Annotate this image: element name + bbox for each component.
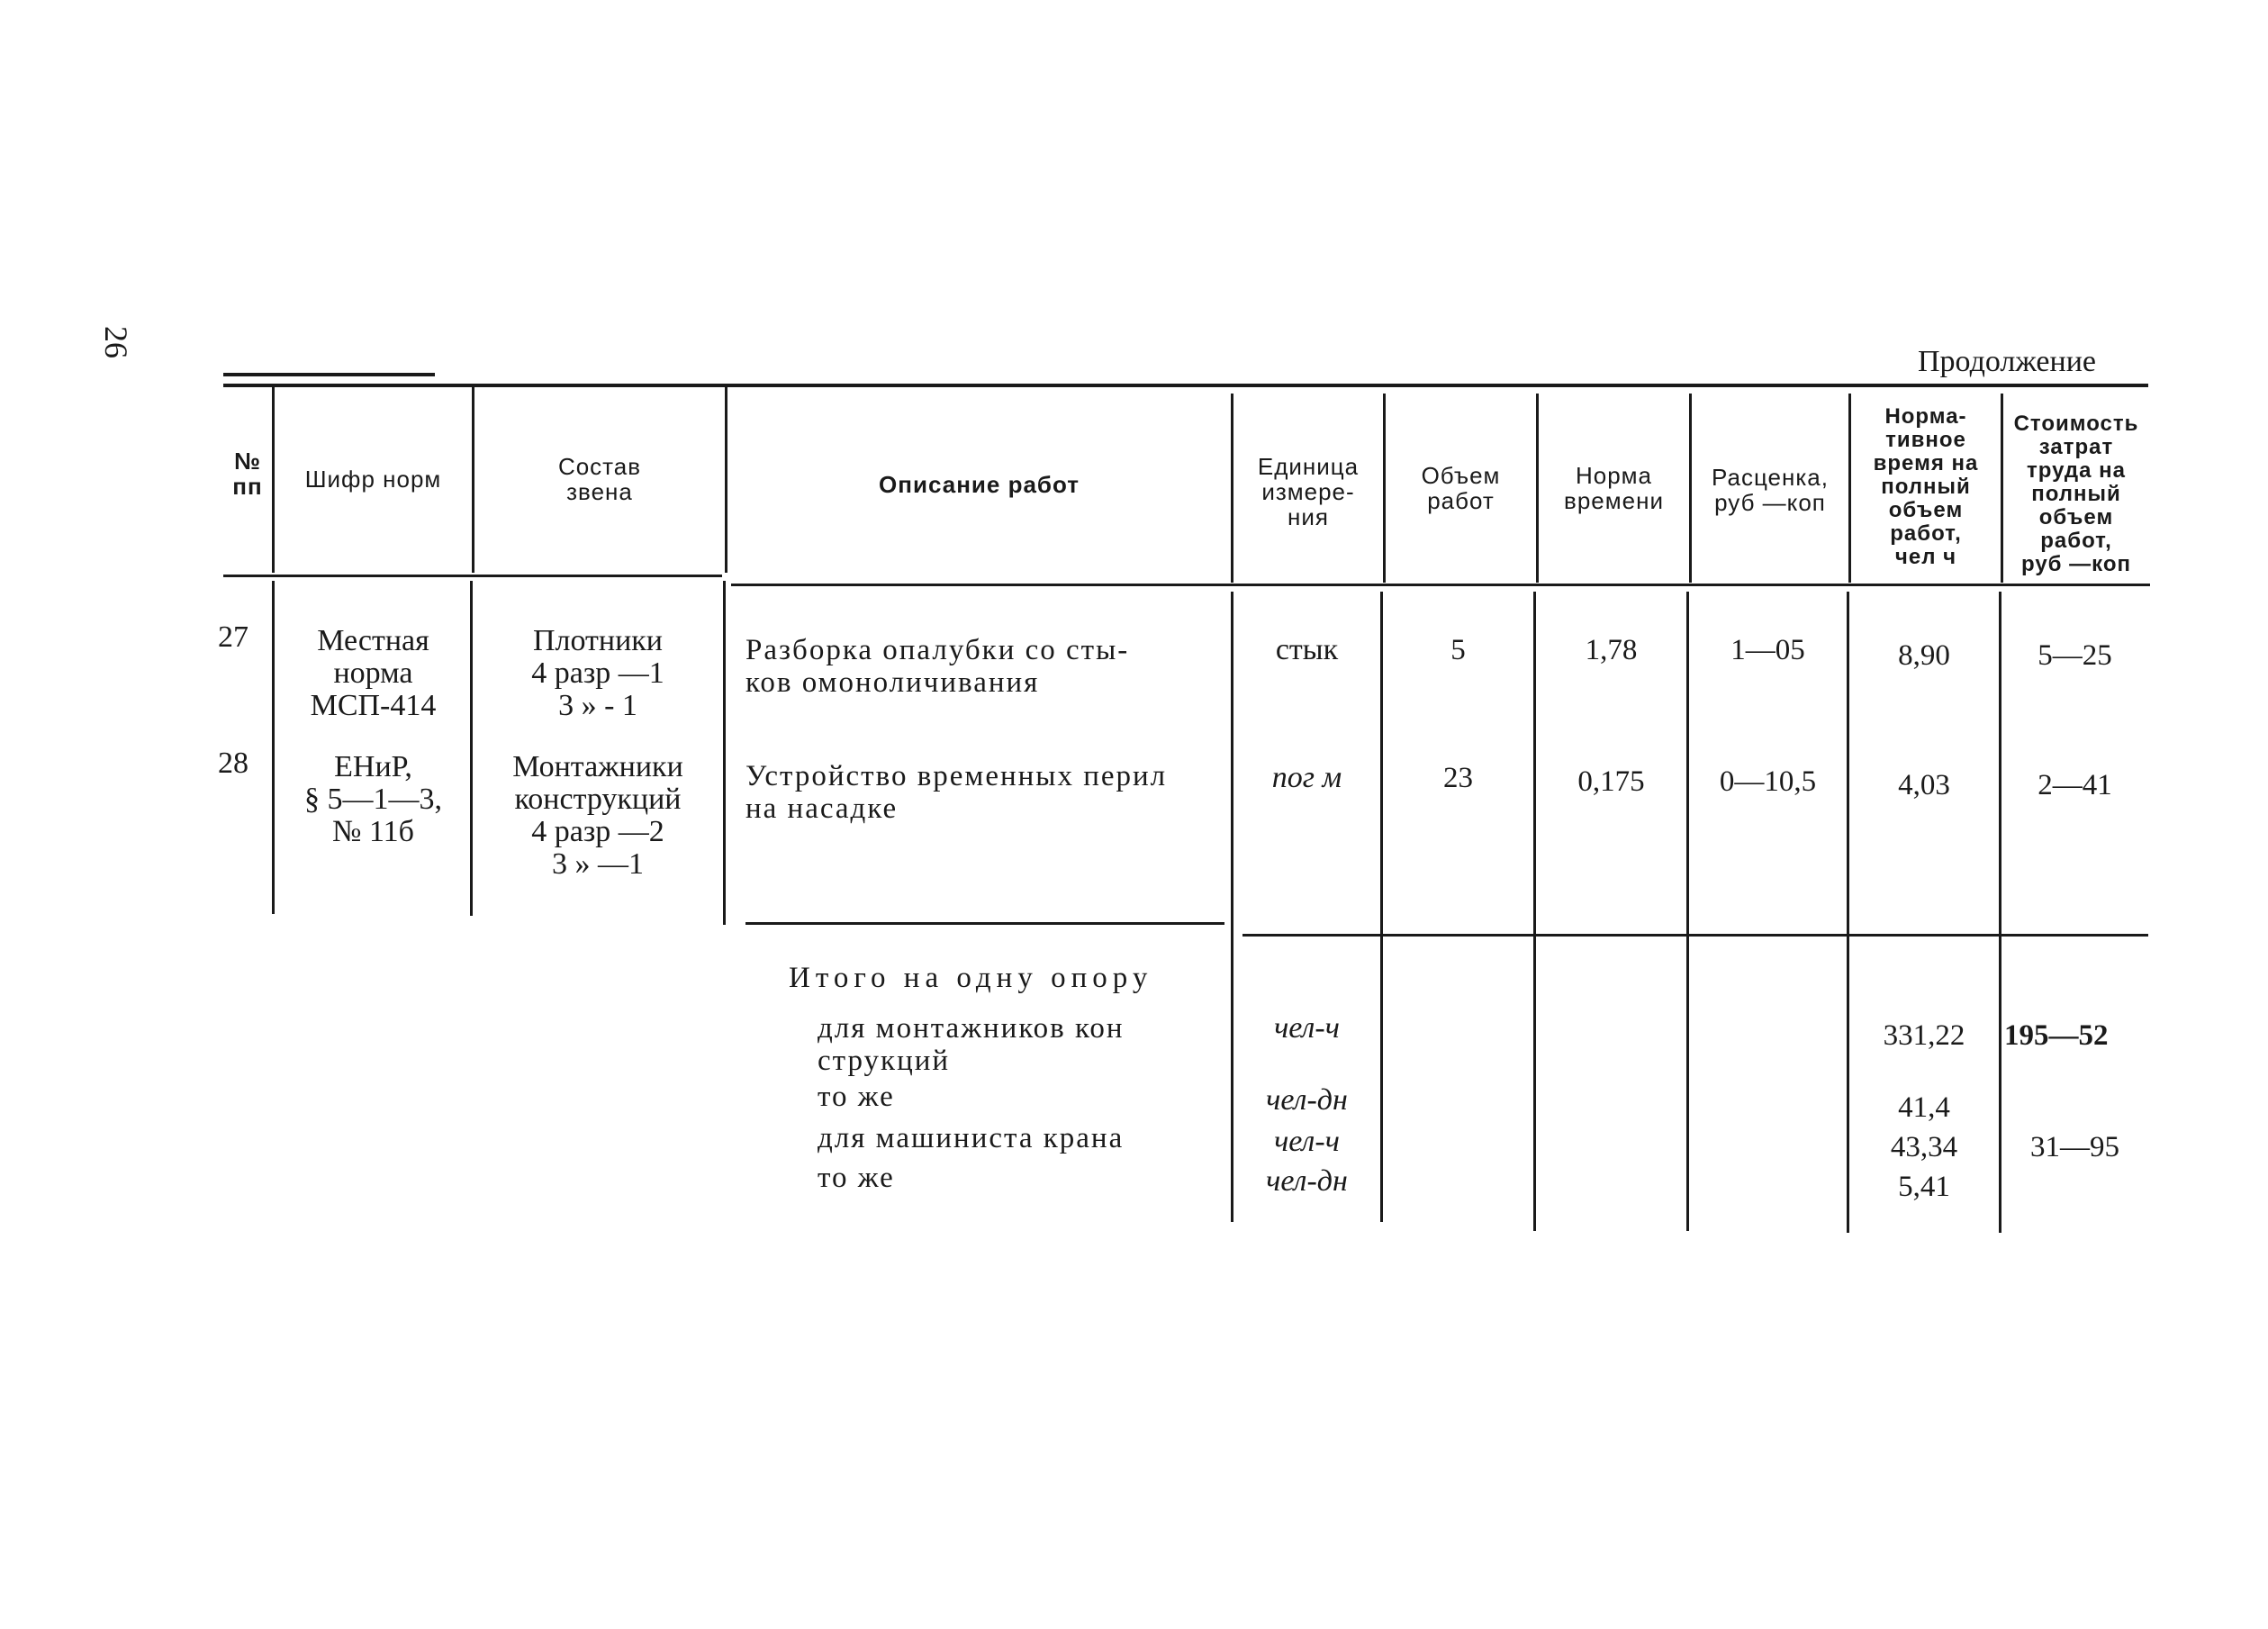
row-time-norm: 0,175 (1577, 765, 1645, 798)
totals-cost-total: 31—95 (2030, 1131, 2119, 1163)
totals-rule-right (1242, 934, 2148, 937)
header-time-norm: Норма времени (1564, 462, 1664, 514)
row-code: Местная норма МСП-414 (310, 624, 437, 722)
row-volume: 5 (1450, 634, 1466, 666)
top-rule-left (223, 373, 435, 376)
totals-norm-time-total: 331,22 (1883, 1019, 1965, 1052)
header-rate: Расценка, руб —коп (1712, 464, 1829, 516)
totals-title: Итого на одну опору (789, 962, 1153, 994)
col-rule (723, 581, 726, 925)
totals-norm-time-total: 43,34 (1890, 1131, 1958, 1163)
row-num: 27 (218, 620, 248, 654)
page-number: 26 (98, 326, 134, 358)
header-cost-total: Стоимость затрат труда на полный объем работ, руб —коп (2013, 412, 2139, 576)
totals-unit: чел-ч (1274, 1011, 1340, 1045)
totals-unit: чел-дн (1266, 1164, 1348, 1198)
totals-label: то же (818, 1162, 895, 1194)
row-rate: 0—10,5 (1719, 765, 1817, 798)
row-crew: Плотники 4 разр —1 3 » - 1 (531, 624, 664, 722)
row-cost-total: 5—25 (2038, 639, 2112, 672)
totals-norm-time-total: 41,4 (1898, 1091, 1950, 1124)
row-crew: Монтажники конструкций 4 разр —2 3 » —1 (512, 750, 683, 881)
header-unit: Единица измере- ния (1257, 453, 1360, 530)
continuation-label: Продолжение (1918, 345, 2097, 378)
row-time-norm: 1,78 (1585, 634, 1638, 666)
header-bottom-rule-left (223, 575, 722, 577)
totals-unit: чел-дн (1266, 1083, 1348, 1117)
totals-rule-left (745, 922, 1224, 925)
totals-label: для машиниста крана (818, 1122, 1125, 1154)
header-crew: Состав звена (557, 453, 642, 505)
row-unit: стык (1275, 633, 1339, 666)
header-bottom-rule-right (731, 584, 2150, 586)
header-code: Шифр норм (304, 466, 442, 493)
row-norm-time-total: 8,90 (1898, 639, 1950, 672)
row-unit: пог м (1271, 761, 1342, 794)
totals-norm-time-total: 5,41 (1898, 1171, 1950, 1203)
header-num: № пп (232, 448, 263, 500)
row-description: Устройство временных перил на насадке (745, 760, 1168, 825)
header-description: Описание работ (879, 471, 1080, 498)
col-rule (1533, 592, 1536, 1231)
row-norm-time-total: 4,03 (1898, 769, 1950, 801)
totals-label: для монтажников кон струкций (818, 1012, 1125, 1077)
row-code: ЕНиР, § 5—1—3, № 11б (304, 750, 442, 848)
row-volume: 23 (1443, 762, 1473, 794)
row-cost-total: 2—41 (2038, 769, 2112, 801)
top-rule (223, 384, 2148, 387)
row-rate: 1—05 (1730, 634, 1805, 666)
row-num: 28 (218, 747, 248, 780)
header-volume: Объем работ (1421, 462, 1501, 514)
row-description: Разборка опалубки со сты- ков омоноличивания (745, 634, 1130, 699)
col-rule (1686, 592, 1689, 1231)
header-norm-time-total: Норма- тивное время на полный объем работ, чел ч (1873, 404, 1979, 569)
col-rule (1380, 592, 1383, 1222)
totals-cost-total: 195—52 (2004, 1019, 2109, 1052)
totals-label: то же (818, 1081, 895, 1113)
totals-unit: чел-ч (1274, 1125, 1340, 1158)
